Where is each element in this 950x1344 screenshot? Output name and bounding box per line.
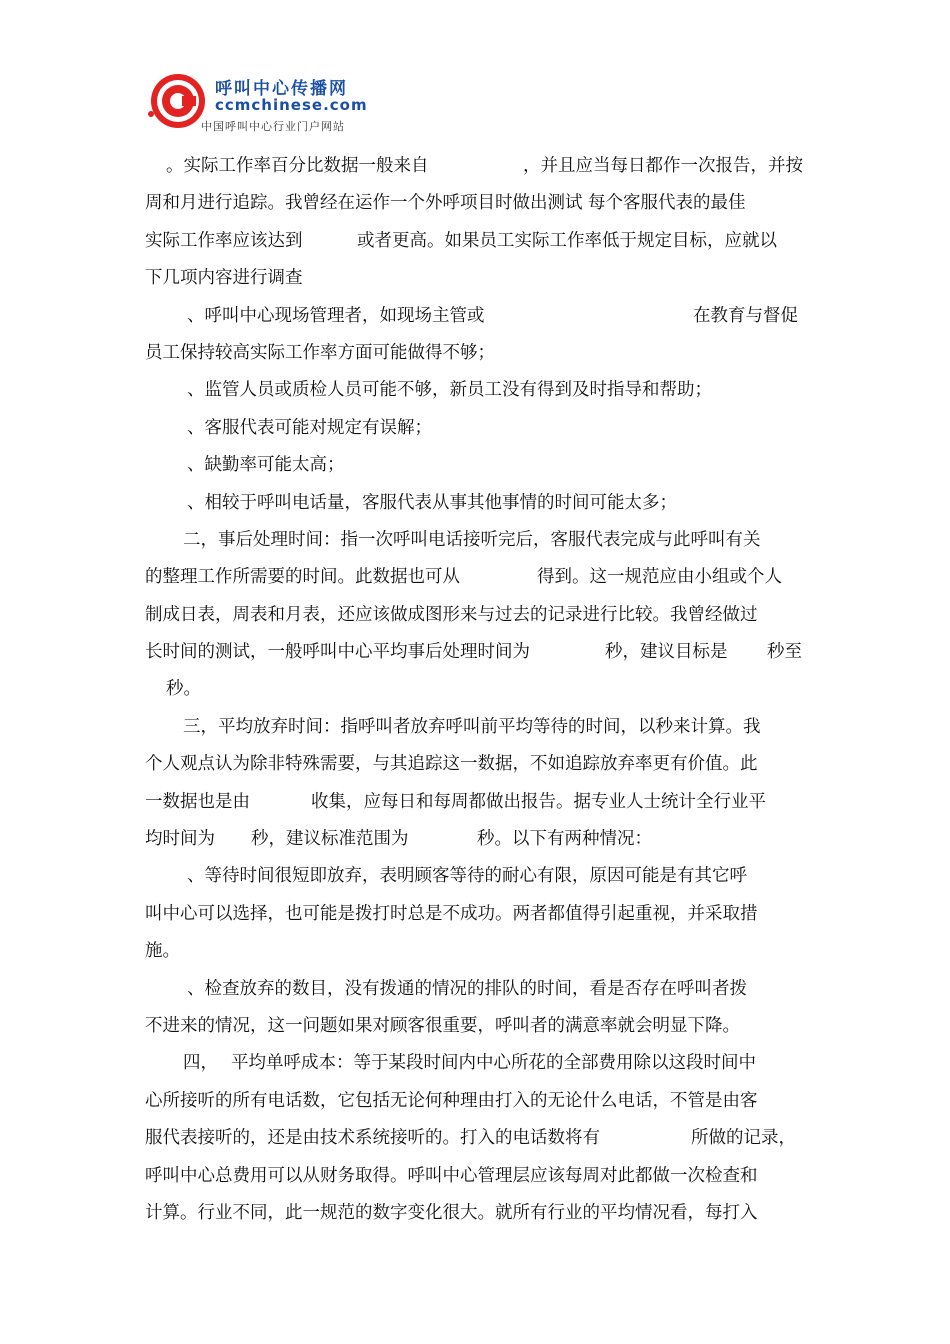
text-segment: 平均单呼成本：等于某段时间内中心所花的全部费用除以这段时间中 xyxy=(231,1053,756,1074)
text-line xyxy=(145,260,807,297)
text-segment: 收集，应每日和每周都做出报告。据专业人士统计全行业平 xyxy=(311,791,766,812)
logo-chinese-title: 呼叫中心传播网 xyxy=(215,79,348,99)
text-segment: 、缺勤率可能太高； xyxy=(187,455,345,476)
text-line xyxy=(145,1083,807,1120)
text-segment: 计算。行业不同，此一规范的数字变化很大。就所有行业的平均情况看，每打入 xyxy=(145,1202,758,1223)
text-segment: 心所接听的所有电话数，它包括无论何种理由打入的无论什么电话，不管是由客 xyxy=(145,1090,758,1111)
text-line xyxy=(145,971,807,1008)
text-line xyxy=(145,709,807,746)
text-segment: 三，平均放弃时间：指呼叫者放弃呼叫前平均等待的时间，以秒来计算。我 xyxy=(183,716,761,737)
text-segment: 所做的记录， xyxy=(691,1128,796,1149)
text-segment: 二，事后处理时间：指一次呼叫电话接听完后，客服代表完成与此呼叫有关 xyxy=(183,529,761,550)
text-segment: 秒，建议目标是 xyxy=(605,642,728,663)
text-line xyxy=(145,410,807,447)
text-line xyxy=(145,223,807,260)
text-line xyxy=(145,148,807,185)
text-line xyxy=(145,1158,807,1195)
text-line xyxy=(145,522,807,559)
site-logo xyxy=(145,72,405,142)
text-segment: 、呼叫中心现场管理者，如现场主管或 xyxy=(187,305,485,326)
text-segment: 在教育与督促 xyxy=(693,305,798,326)
text-segment: 员工保持较高实际工作率方面可能做得不够； xyxy=(145,342,495,363)
text-line xyxy=(145,485,807,522)
text-line xyxy=(145,335,807,372)
text-segment: 服代表接听的，还是由技术系统接听的。打入的电话数将有 xyxy=(145,1128,600,1149)
text-segment: 秒。 xyxy=(166,679,201,700)
text-line xyxy=(145,372,807,409)
text-line xyxy=(145,821,807,858)
text-line xyxy=(145,1008,807,1045)
text-line xyxy=(145,671,807,708)
text-segment: 一数据也是由 xyxy=(145,791,250,812)
text-segment: 不进来的情况，这一问题如果对顾客很重要，呼叫者的满意率就会明显下降。 xyxy=(145,1015,740,1036)
text-segment: 、客服代表可能对规定有误解； xyxy=(187,417,432,438)
text-segment: 下几项内容进行调查 xyxy=(145,268,303,289)
text-segment: 、检查放弃的数目，没有拨通的情况的排队的时间，看是否存在呼叫者拨 xyxy=(187,978,747,999)
text-line xyxy=(145,634,807,671)
text-segment: 、相较于呼叫电话量，客服代表从事其他事情的时间可能太多； xyxy=(187,492,677,513)
text-segment: 秒。以下有两种情况： xyxy=(477,829,652,850)
text-segment: 长时间的测试，一般呼叫中心平均事后处理时间为 xyxy=(145,642,530,663)
text-segment: 或者更高。如果员工实际工作率低于规定目标，应就以 xyxy=(357,230,777,251)
text-segment: 。实际工作率百分比数据一般来自 xyxy=(166,156,429,176)
text-segment: 实际工作率应该达到 xyxy=(145,230,303,251)
text-segment: 制成日表，周表和月表，还应该做成图形来与过去的记录进行比较。我曾经做过 xyxy=(145,604,758,625)
text-line xyxy=(145,597,807,634)
text-line xyxy=(145,933,807,970)
text-line xyxy=(145,1045,807,1082)
text-segment: 的整理工作所需要的时间。此数据也可从 xyxy=(145,567,460,588)
logo-domain: ccmchinese.com xyxy=(215,96,368,114)
text-line xyxy=(145,784,807,821)
logo-tagline: 中国呼叫中心行业门户网站 xyxy=(201,120,345,133)
text-segment: 秒，建议标准范围为 xyxy=(251,829,409,850)
text-line xyxy=(145,896,807,933)
text-segment: 周和月进行追踪。我曾经在运作一个外呼项目时做出测试 每个客服代表的最佳 xyxy=(145,193,746,214)
text-segment: 四， xyxy=(183,1053,218,1074)
logo-c-icon xyxy=(145,72,207,134)
text-segment: ，并且应当每日都作一次报告，并按 xyxy=(523,156,803,176)
text-segment: 施。 xyxy=(145,941,180,962)
text-line xyxy=(145,1120,807,1157)
text-segment: 叫中心可以选择，也可能是拨打时总是不成功。两者都值得引起重视，并采取措 xyxy=(145,903,758,924)
text-line xyxy=(145,559,807,596)
text-segment: 、等待时间很短即放弃，表明顾客等待的耐心有限，原因可能是有其它呼 xyxy=(187,866,747,887)
text-line xyxy=(145,298,807,335)
body-text xyxy=(145,148,807,1232)
text-line xyxy=(145,185,807,222)
text-segment: 呼叫中心总费用可以从财务取得。呼叫中心管理层应该每周对此都做一次检查和 xyxy=(145,1165,758,1186)
text-segment: 均时间为 xyxy=(145,829,215,850)
text-line xyxy=(145,858,807,895)
text-segment: 秒至 xyxy=(767,642,802,663)
text-segment: 、监管人员或质检人员可能不够，新员工没有得到及时指导和帮助； xyxy=(187,380,712,401)
text-segment: 得到。这一规范应由小组或个人 xyxy=(537,567,782,588)
text-line xyxy=(145,746,807,783)
text-line xyxy=(145,447,807,484)
text-segment: 个人观点认为除非特殊需要，与其追踪这一数据，不如追踪放弃率更有价值。此 xyxy=(145,754,758,775)
text-line xyxy=(145,1195,807,1232)
